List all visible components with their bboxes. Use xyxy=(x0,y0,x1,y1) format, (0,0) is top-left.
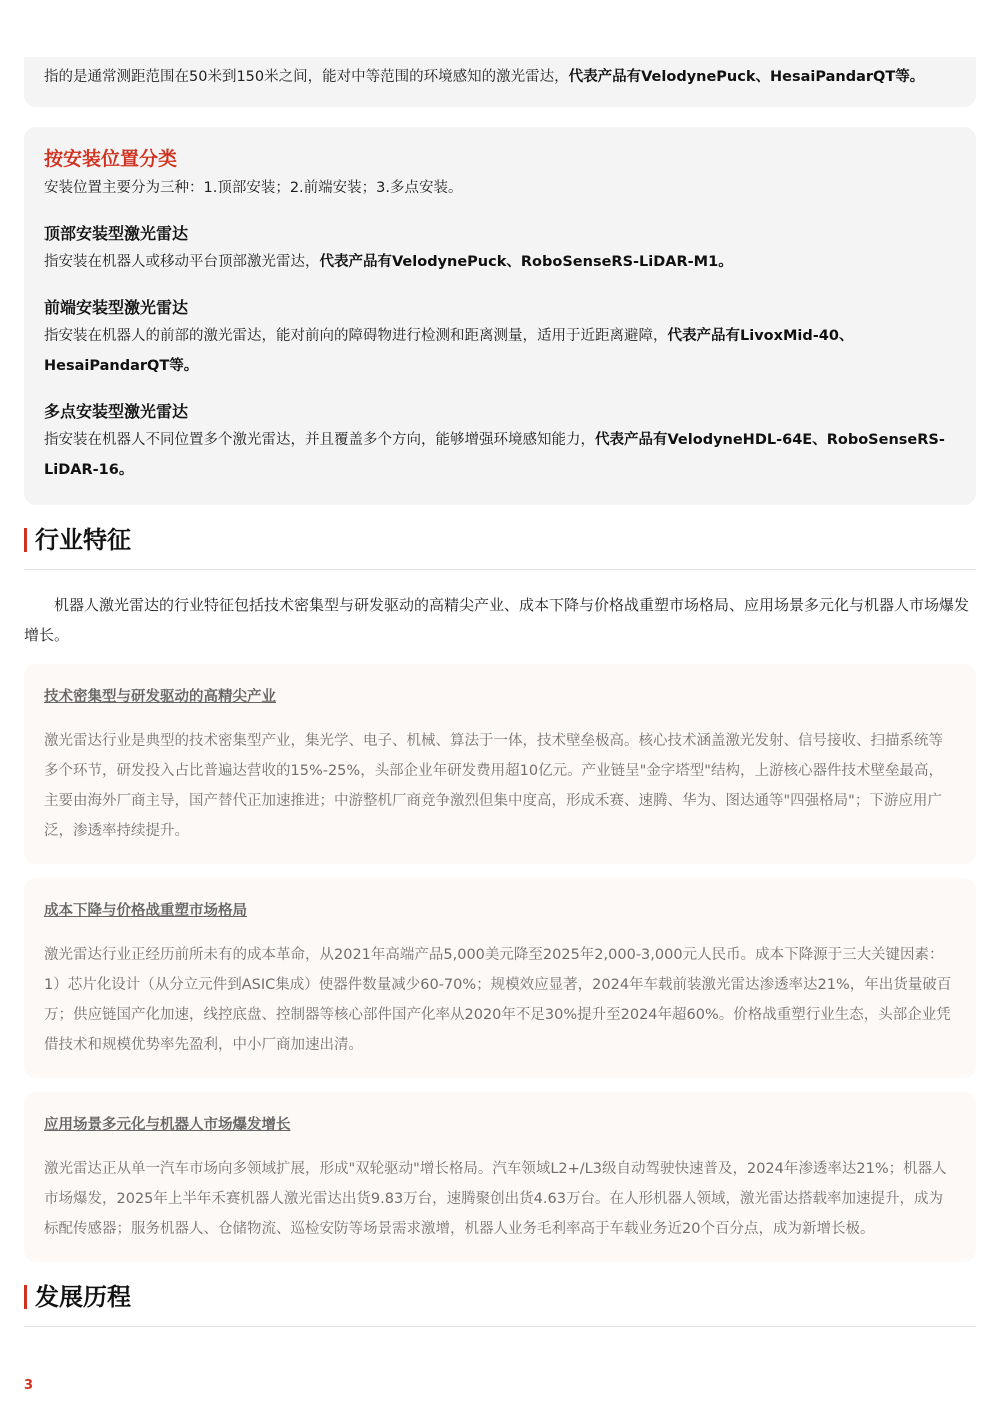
multi-point-description xyxy=(44,425,956,485)
history-title: 发展历程 xyxy=(35,1283,131,1311)
page-content xyxy=(24,0,976,1327)
front-mount-title: 前端安装型激光雷达 xyxy=(44,298,189,317)
feature-text: 激光雷达正从单一汽车市场向多领域扩展，形成"双轮驱动"增长格局。汽车领域L2+/L3级自动驾驶快速普及，2024年渗透率达21%；机器人市场爆发，2025年上半年禾赛机器人激光雷达出货9.83万台，速腾聚创出货4.63万台。在人形机器人领域，激光雷达搭载率加速提升，成为标配传感器；服务机器人、仓储物流、巡检安防等场景需求激增，机器人业务毛利率高于车载业务近20个百分点，成为新增长极。 xyxy=(44,1161,947,1237)
feature-title: 技术密集型与研发驱动的高精尖产业 xyxy=(44,689,276,705)
feature-card xyxy=(24,878,976,1078)
page-number: 3 xyxy=(24,1378,34,1393)
top-mount-text: 指安装在机器人或移动平台顶部激光雷达， xyxy=(44,254,320,270)
mid-range-products: 代表产品有VelodynePuck、HesaiPandarQT等。 xyxy=(568,69,925,85)
top-mount-title: 顶部安装型激光雷达 xyxy=(44,224,189,243)
industry-intro: 机器人激光雷达的行业特征包括技术密集型与研发驱动的高精尖产业、成本下降与价格战重塑市场格局、应用场景多元化与机器人市场爆发增长。 xyxy=(24,596,970,644)
multi-point-products: 代表产品有VelodyneHDL-64E、RoboSenseRS-LiDAR-16。 xyxy=(44,432,945,478)
front-mount-text: 指安装在机器人的前部的激光雷达，能对前向的障碍物进行检测和距离测量，适用于近距离避障， xyxy=(44,328,668,344)
front-mount-products: 代表产品有LivoxMid-40、HesaiPandarQT等。 xyxy=(44,328,854,374)
install-position-box xyxy=(24,127,976,505)
feature-title: 成本下降与价格战重塑市场格局 xyxy=(44,903,247,919)
front-mount-description xyxy=(44,321,956,381)
history-heading xyxy=(24,1280,976,1314)
mid-range-lidar-box xyxy=(24,57,976,107)
feature-text: 激光雷达行业正经历前所未有的成本革命，从2021年高端产品5,000美元降至2025年2,000-3,000元人民币。成本下降源于三大关键因素：1）芯片化设计（从分立元件到ASIC集成）使器件数量减少60-70%；规模效应显著，2024年车载前装激光雷达渗透率达21%，年出货量破百万；供应链国产化加速，线控底盘、控制器等核心部件国产化率从2020年不足30%提升至2024年超60%。价格战重塑行业生态，头部企业凭借技术和规模优势率先盈利，中小厂商加速出清。 xyxy=(44,947,952,1053)
history-section xyxy=(24,1280,976,1327)
install-position-intro: 安装位置主要分为三种：1.顶部安装；2.前端安装；3.多点安装。 xyxy=(44,180,463,196)
feature-card xyxy=(24,664,976,864)
multi-point-title: 多点安装型激光雷达 xyxy=(44,402,189,421)
install-position-title: 按安装位置分类 xyxy=(44,148,178,170)
section-accent-bar xyxy=(24,528,27,552)
industry-heading xyxy=(24,523,976,557)
feature-title: 应用场景多元化与机器人市场爆发增长 xyxy=(44,1117,291,1133)
mid-range-text: 指的是通常测距范围在50米到150米之间，能对中等范围的环境感知的激光雷达， xyxy=(44,69,569,85)
multi-point-text: 指安装在机器人不同位置多个激光雷达，并且覆盖多个方向，能够增强环境感知能力， xyxy=(44,432,595,448)
top-mount-description xyxy=(44,247,956,277)
section-divider xyxy=(24,1326,976,1327)
feature-text: 激光雷达行业是典型的技术密集型产业，集光学、电子、机械、算法于一体，技术壁垒极高。核心技术涵盖激光发射、信号接收、扫描系统等多个环节，研发投入占比普遍达营收的15%-25%，头部企业年研发费用超10亿元。产业链呈"金字塔型"结构，上游核心器件技术壁垒最高，主要由海外厂商主导，国产替代正加速推进；中游整机厂商竞争激烈但集中度高，形成禾赛、速腾、华为、图达通等"四强格局"；下游应用广泛，渗透率持续提升。 xyxy=(44,733,943,839)
mid-range-lidar-description xyxy=(44,62,956,92)
industry-title: 行业特征 xyxy=(35,526,131,554)
feature-card xyxy=(24,1092,976,1262)
top-mount-products: 代表产品有VelodynePuck、RoboSenseRS-LiDAR-M1。 xyxy=(319,254,733,270)
section-accent-bar xyxy=(24,1285,27,1309)
section-divider xyxy=(24,569,976,570)
industry-section xyxy=(24,523,976,1262)
